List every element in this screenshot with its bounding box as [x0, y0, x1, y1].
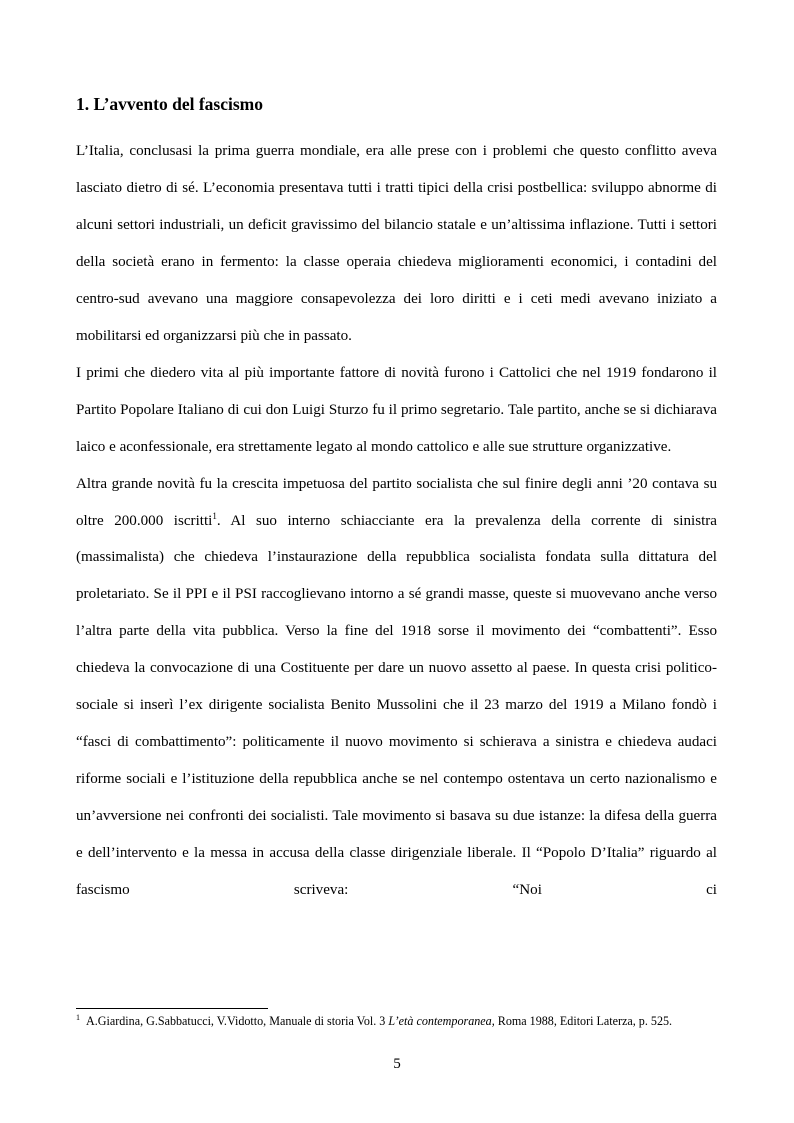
footnote-reference[interactable]: 1 — [212, 510, 217, 521]
section-heading: 1. L’avvento del fascismo — [76, 94, 263, 114]
paragraph-3-start: Altra grande novità fu la crescita impetuosa del partito socialista che sul finire degli anni ’20 contava su oltre 200.000 iscritti — [76, 475, 717, 529]
footnote-book-title: L’età contemporanea, — [388, 1014, 495, 1028]
footnote-text-after: Roma 1988, Editori Laterza, p. 525. — [494, 1014, 673, 1028]
footnote — [76, 1014, 717, 1029]
paragraph-3 — [76, 466, 717, 909]
paragraph-1: L’Italia, conclusasi la prima guerra mondiale, era alle prese con i problemi che questo conflitto aveva lasciato dietro di sé. L’economia presentava tutti i tratti tipici della crisi postbellica: sviluppo abnorme di alcuni settori industriali, un deficit gravissimo del bilancio statale e un’altissima inflazione. Tutti i settori della società erano in fermento: la classe operaia chiedeva miglioramenti economici, i contadini del centro-sud avevano una maggiore consapevolezza dei loro diritti e i ceti medi avevano iniziato a mobilitarsi ed organizzarsi più che in passato. — [76, 143, 717, 344]
footnote-marker: 1 — [76, 1013, 80, 1022]
paragraph-2: I primi che diedero vita al più importante fattore di novità furono i Cattolici che nel 1919 fondarono il Partito Popolare Italiano di cui don Luigi Sturzo fu il primo segretario. Tale partito, anche se si dichiarava laico e aconfessionale, era strettamente legato al mondo cattolico e alle sue strutture organizzative. — [76, 364, 717, 455]
footnote-text-before: A.Giardina, G.Sabbatucci, V.Vidotto, Manuale di storia Vol. 3 — [86, 1014, 389, 1028]
body-text — [76, 133, 717, 909]
paragraph-3-rest: . Al suo interno schiacciante era la prevalenza della corrente di sinistra (massimalista) che chiedeva l’instaurazione della repubblica socialista fondata sulla dittatura del proletariato. Se il PPI e il PSI raccoglievano intorno a sé grandi masse, queste si muovevano anche verso l’altra parte della vita pubblica. Verso la fine del 1918 sorse il movimento dei “combattenti”. Esso chiedeva la convocazione di una Costituente per dare un nuovo assetto al paese. In questa crisi politico-sociale si inserì l’ex dirigente socialista Benito Mussolini che il 23 marzo del 1919 a Milano fondò i “fasci di combattimento”: politicamente il nuovo movimento si schierava a sinistra e chiedeva audaci riforme sociali e l’istituzione della repubblica anche se nel contempo ostentava un certo nazionalismo e un’avversione nei confronti dei socialisti. Tale movimento si basava su due istanze: la difesa della guerra e dell’intervento e la messa in accusa della classe dirigenziale liberale. Il “Popolo D’Italia” riguardo al fascismo scriveva: “Noi ci — [76, 512, 717, 899]
page-number: 5 — [393, 1056, 401, 1072]
footnote-divider — [76, 1008, 268, 1009]
